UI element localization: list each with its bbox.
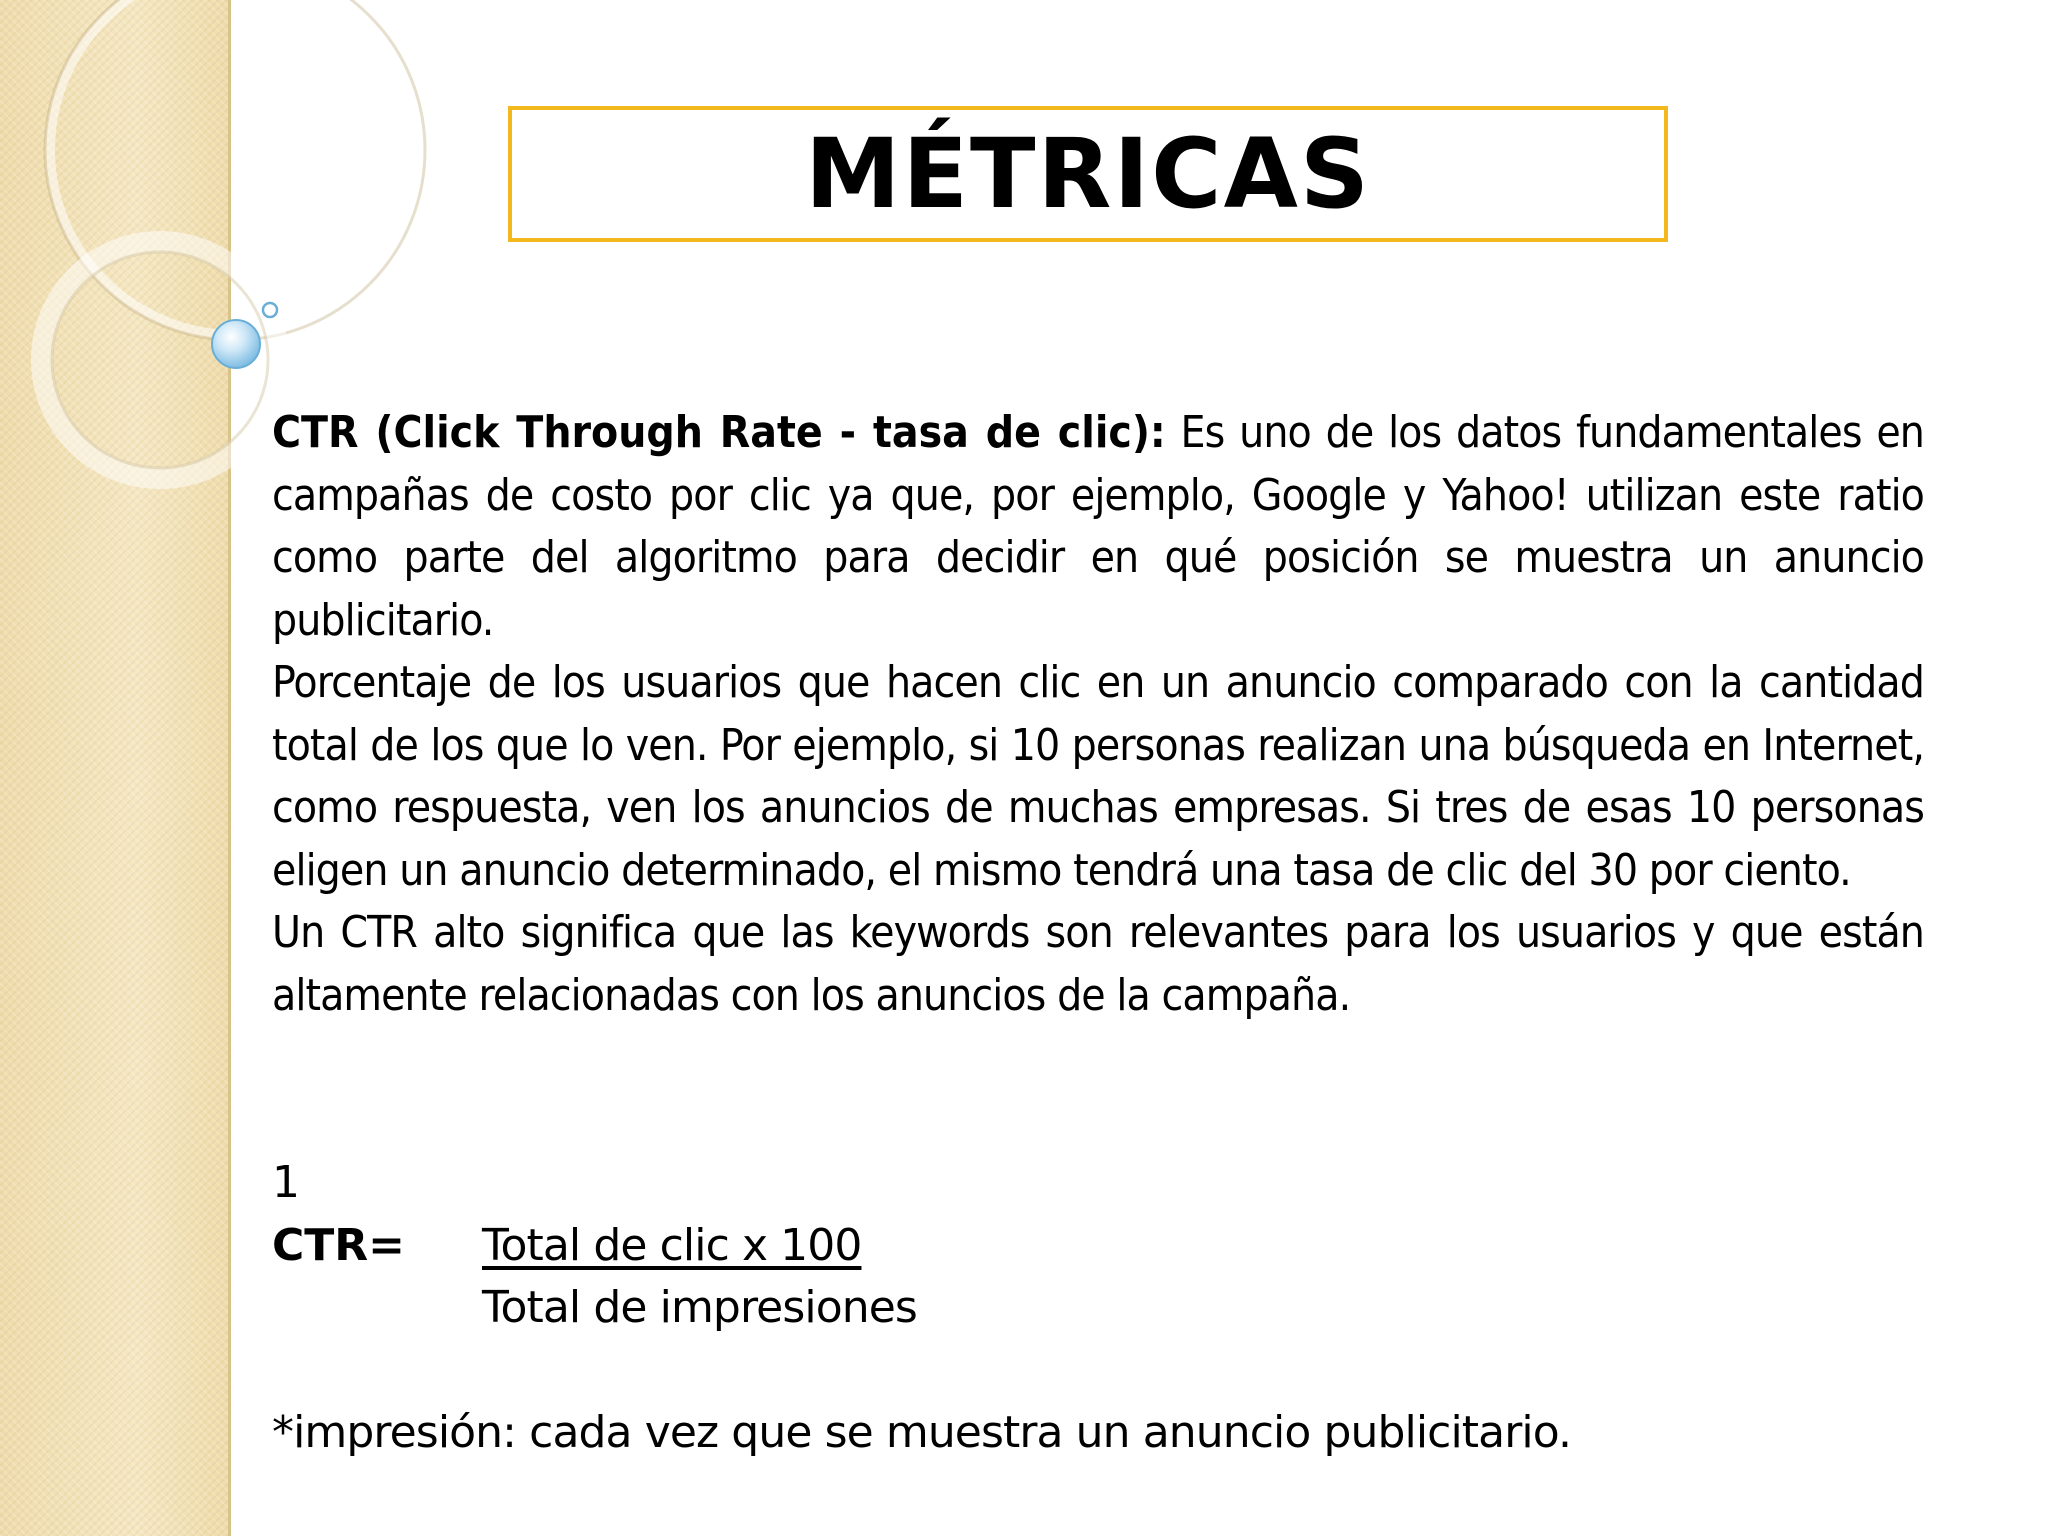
footnote: *impresión: cada vez que se muestra un anuncio publicitario. xyxy=(272,1407,1572,1458)
title-box xyxy=(508,106,1668,242)
large-ring xyxy=(50,0,420,335)
ctr-definition-text: Es uno de los datos fundamentales en campañas de costo por clic ya que, por ejemplo, Google y Yahoo! utilizan este ratio como parte del algoritmo para decidir en qué posición se muestra un anuncio publicitario. xyxy=(272,407,1924,646)
formula-row xyxy=(272,1215,917,1278)
paragraph-ctr-definition xyxy=(272,402,1924,652)
ctr-formula xyxy=(272,1152,917,1340)
body-content xyxy=(272,402,1924,1027)
bubble-large xyxy=(212,320,260,368)
bubble-small xyxy=(263,303,277,317)
page-title: MÉTRICAS xyxy=(804,118,1372,230)
formula-denominator: Total de impresiones xyxy=(482,1282,917,1333)
formula-one: 1 xyxy=(272,1157,300,1208)
large-ring-shadow xyxy=(45,0,425,340)
formula-label: CTR= xyxy=(272,1219,406,1271)
paragraph-percentage: Porcentaje de los usuarios que hacen clic en un anuncio comparado con la cantidad total de los que lo ven. Por ejemplo, si 10 personas realizan una búsqueda en Internet, como respuesta, ven los anuncios de muchas empresas. Si tres de esas 10 personas eligen un anuncio determinado, el mismo tendrá una tasa de clic del 30 por ciento. xyxy=(272,657,1924,896)
ctr-lead-term: CTR (Click Through Rate - tasa de clic): xyxy=(272,407,1166,458)
formula-numerator: Total de clic x 100 xyxy=(482,1219,862,1271)
paragraph-high-ctr: Un CTR alto significa que las keywords son relevantes para los usuarios y que están altamente relacionadas con los anuncios de la campaña. xyxy=(272,907,1924,1021)
